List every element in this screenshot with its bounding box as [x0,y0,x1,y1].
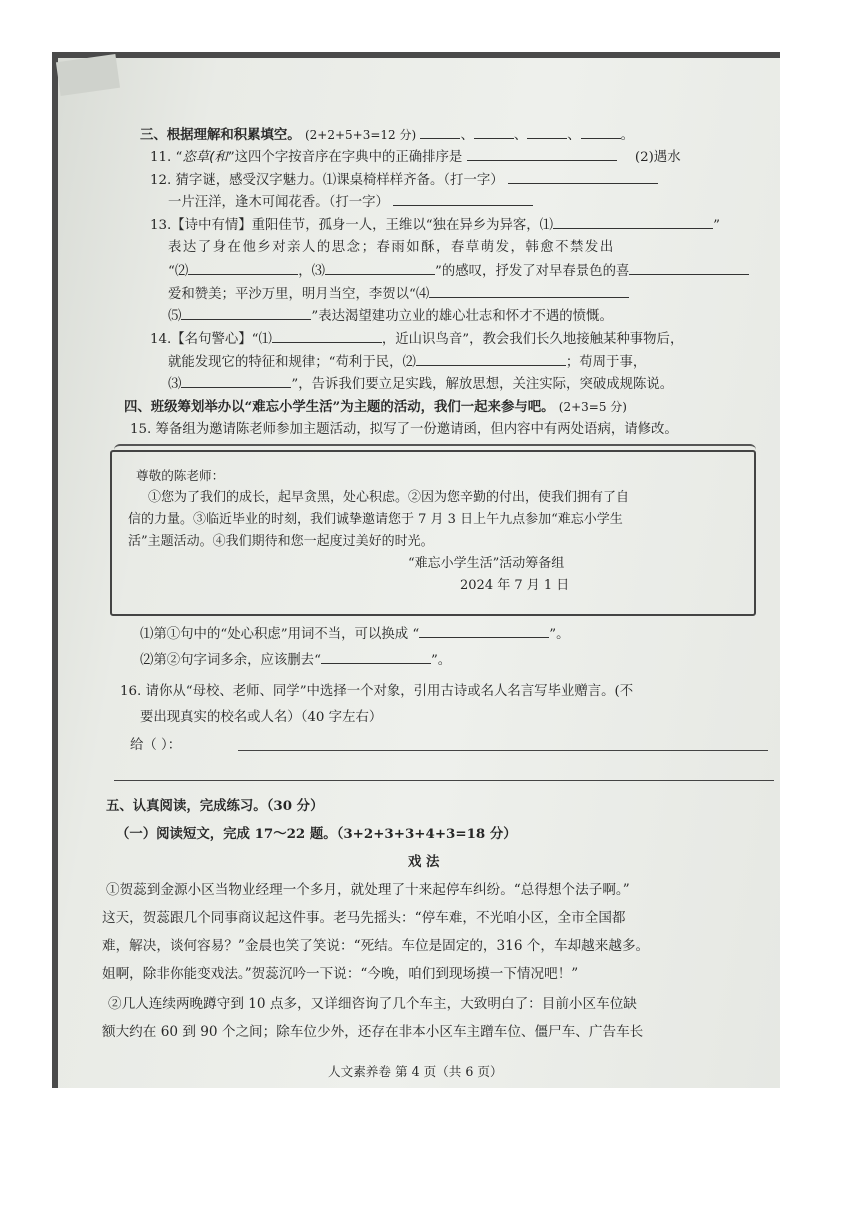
answer-blank[interactable] [393,192,533,206]
page-edge-scrap [56,54,120,96]
question-14-line1: 14.【名句警心】“⑴ ，近山识鸟音”，教会我们长久地接触某种事物后， [150,329,683,350]
letter-signature: “难忘小学生活”活动筹备组 [408,556,565,571]
letter-date: 2024 年 7 月 1 日 [460,578,570,593]
answer-blank[interactable] [321,650,431,664]
letter-line-1: ①您为了我们的成长，起早贪黑，处心积虑。②因为您辛勤的付出，使我们拥有了自 [148,490,630,505]
question-14-line3: ⑶ ”，告诉我们要立足实践，解放思想，关注实际，突破成规陈说。 [168,374,673,395]
question-15-sub2: ⑵第②句字词多余，应该删去“ ”。 [140,650,451,671]
answer-blank[interactable] [467,147,617,161]
question-13-line4: 爱和赞美；平沙万里，明月当空，李贺以“⑷ [168,284,629,305]
question-11: 11. “恣草(和”这四个字按音序在字典中的正确排序是 (2)遇水 [150,147,681,168]
question-13-line1: 13.【诗中有情】重阳佳节，孤身一人，王维以“独在异乡为异客，⑴ ” [150,215,720,236]
answer-blank[interactable] [188,261,298,275]
answer-blank[interactable] [419,624,549,638]
question-16-line2: 要出现真实的校名或人名）（40 字左右） [140,710,383,725]
letter-greeting: 尊敬的陈老师： [136,468,225,483]
passage-line-5: ②几人连续两晚蹲守到 10 点多，又详细咨询了几个车主，大致明白了：目前小区车位缺 [108,996,637,1012]
answer-blank[interactable] [429,284,629,298]
answer-blank[interactable] [508,170,658,184]
section-4-header: 四、班级筹划举办以“难忘小学生活”为主题的活动，我们一起来参与吧。 (2+3=5 分) [124,399,627,415]
passage-line-1: ①贺蕊到金源小区当物业经理一个多月，就处理了十来起停车纠纷。“总得想个法子啊。” [106,882,630,898]
section-5-header: 五、认真阅读，完成练习。（30 分） [106,798,324,814]
question-16-line3: 给（ ）： [130,738,182,753]
page-footer: 人文素养卷 第 4 页（共 6 页） [328,1064,503,1079]
passage-line-6: 额大约在 60 到 90 个之间；除车位少外，还存在非本小区车主蹭车位、僵尸车、广告车长 [102,1024,644,1040]
question-15-sub1: ⑴第①句中的“处心积虑”用词不当，可以换成 “ ”。 [140,624,569,645]
question-12-line2: 一片汪洋，逢木可闻花香。（打一字） [168,192,533,213]
story-title: 戏 法 [408,854,440,870]
answer-blank[interactable] [181,306,311,320]
answer-line[interactable] [238,750,768,751]
answer-blank[interactable] [527,125,567,139]
answer-line[interactable] [114,780,774,781]
document-photo [52,52,780,1088]
handwriting: 恣草(和 [182,150,228,165]
question-16-line1: 16. 请你从“母校、老师、同学”中选择一个对象，引用古诗或名人名言写毕业赠言。(不 [120,684,634,699]
question-15: 15. 筹备组为邀请陈老师参加主题活动，拟写了一份邀请函，但内容中有两处语病，请修改。 [130,422,678,437]
answer-blank[interactable] [474,125,514,139]
question-13-line3: “⑵ ，⑶ ”的感叹，抒发了对早春景色的喜 [168,261,749,282]
question-14-line2: 就能发现它的特征和规律；“苟利于民，⑵ ；苟周于事， [168,352,646,373]
section-3-header: 三、根据理解和积累填空。 (2+2+5+3=12 分) 、 、 、 。 [140,127,634,143]
question-13-line5: ⑸ ”表达渴望建功立业的雄心壮志和怀才不遇的愤慨。 [168,306,613,327]
answer-blank[interactable] [553,215,713,229]
passage-line-2: 这天，贺蕊跟几个同事商议起这件事。老马先摇头：“停车难，不光咱小区，全市全国都 [102,910,626,926]
letter-line-3: 活”主题活动。④我们期待和您一起度过美好的时光。 [128,534,434,549]
exam-page [58,58,780,1088]
answer-blank[interactable] [416,352,566,366]
answer-blank[interactable] [181,374,291,388]
answer-blank[interactable] [581,125,621,139]
letter-line-2: 信的力量。③临近毕业的时刻，我们诚挚邀请您于 7 月 3 日上午九点参加“难忘小学生 [128,512,623,527]
section-5-sub: （一）阅读短文，完成 17～22 题。（3+2+3+3+4+3=18 分） [116,826,517,842]
answer-blank[interactable] [420,125,460,139]
answer-blank[interactable] [325,261,435,275]
question-12-line1: 12. 猜字谜，感受汉字魅力。⑴课桌椅样样齐备。（打一字） [150,170,658,191]
answer-blank[interactable] [629,261,749,275]
question-13-line2: 表达了身在他乡对亲人的思念；春雨如酥，春草萌发，韩愈不禁发出 [168,240,615,255]
passage-line-4: 姐啊，除非你能变戏法。”贺蕊沉吟一下说：“今晚，咱们到现场摸一下情况吧！” [102,966,579,982]
passage-line-3: 难，解决，谈何容易？”金晨也笑了笑说：“死结。车位是固定的，316 个，车却越来越多。 [102,938,650,954]
answer-blank[interactable] [272,329,382,343]
